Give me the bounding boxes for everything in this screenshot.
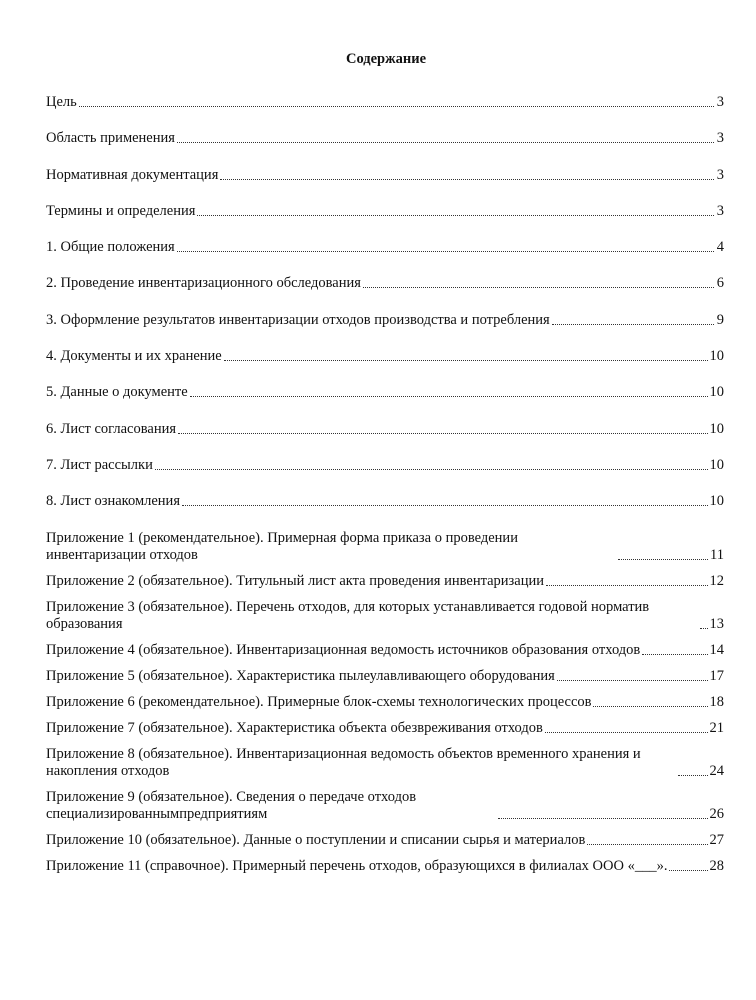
toc-entry-text: Область применения <box>46 130 175 147</box>
toc-entry[interactable] <box>46 599 724 633</box>
toc-dot-leader <box>552 324 714 325</box>
toc-dot-leader <box>546 585 708 586</box>
toc-page-number: 28 <box>709 857 724 874</box>
toc-dot-leader <box>197 215 714 216</box>
toc-entry[interactable] <box>46 421 724 438</box>
toc-entry-text: Нормативная документация <box>46 166 219 183</box>
toc-entry[interactable] <box>46 720 724 737</box>
toc-entry-text: Приложение 10 (обязательное). Данные о поступлении и списании сырья и материалов <box>46 831 586 848</box>
toc-entry-text: Приложение 6 (рекомендательное). Примерные блок-схемы технологических процессов <box>46 693 592 710</box>
toc-dot-leader <box>498 818 708 819</box>
toc-page-number: 9 <box>716 311 724 328</box>
toc-dot-leader <box>177 142 714 143</box>
toc-entry[interactable] <box>46 789 724 823</box>
toc-page-number: 10 <box>709 348 724 365</box>
toc-entry[interactable] <box>46 348 724 365</box>
toc-page-number: 10 <box>709 384 724 401</box>
toc-page-number: 3 <box>716 94 724 110</box>
toc-page-number: 3 <box>716 130 724 147</box>
toc-page-number: 18 <box>709 693 724 710</box>
toc-entry[interactable] <box>46 493 724 510</box>
toc-entry-text: Приложение 3 (обязательное). Перечень отходов, для которых устанавливается годовой норматив образования <box>46 598 650 632</box>
toc-entry[interactable] <box>46 384 724 401</box>
toc-entry-text: 4. Документы и их хранение <box>46 348 222 365</box>
toc-dot-leader <box>678 775 708 776</box>
toc-entry[interactable] <box>46 642 724 659</box>
toc-entry-text: Приложение 5 (обязательное). Характеристика пылеулавливающего оборудования <box>46 667 555 684</box>
toc-dot-leader <box>557 680 708 681</box>
toc-entry-text: 1. Общие положения <box>46 239 175 256</box>
toc-entry-text: Приложение 1 (рекомендательное). Примерная форма приказа о проведении инвентаризации отходов <box>46 529 518 563</box>
toc-entry[interactable] <box>46 858 724 875</box>
toc-page-number: 6 <box>716 275 724 292</box>
toc-entry-text: 5. Данные о документе <box>46 384 188 401</box>
toc-entry-text: 8. Лист ознакомления <box>46 493 180 510</box>
toc-entry-text: 6. Лист согласования <box>46 420 177 437</box>
toc-dot-leader <box>224 360 708 361</box>
toc-entry[interactable] <box>46 530 724 564</box>
toc-dot-leader <box>593 706 707 707</box>
toc-entry[interactable] <box>46 167 724 184</box>
toc-entry[interactable] <box>46 130 724 147</box>
toc-dot-leader <box>155 469 708 470</box>
toc-page-number: 10 <box>709 456 724 473</box>
toc-page-number: 14 <box>709 641 724 658</box>
toc-dot-leader <box>220 179 714 180</box>
toc-entry-text: Приложение 7 (обязательное). Характеристика объекта обезвреживания отходов <box>46 719 543 736</box>
toc-page-number: 4 <box>716 239 724 256</box>
toc-dot-leader <box>700 628 708 629</box>
toc-entry[interactable] <box>46 573 724 590</box>
toc-page-number: 11 <box>710 546 724 563</box>
toc-entry-text: 3. Оформление результатов инвентаризации отходов производства и потребления <box>46 311 550 328</box>
toc-entry[interactable] <box>46 668 724 685</box>
toc-page-number: 21 <box>709 719 724 736</box>
toc-entry[interactable] <box>46 275 724 292</box>
toc-dot-leader <box>177 251 714 252</box>
table-of-contents <box>46 94 724 884</box>
toc-dot-leader <box>363 287 714 288</box>
toc-dot-leader <box>669 870 707 871</box>
toc-page-number: 10 <box>709 493 724 510</box>
toc-entry-text: 2. Проведение инвентаризационного обследования <box>46 275 361 292</box>
toc-entry-text: Приложение 8 (обязательное). Инвентаризационная ведомость объектов временного хранения и накопления отходов <box>46 745 641 779</box>
toc-entry[interactable] <box>46 94 724 111</box>
toc-dot-leader <box>190 396 708 397</box>
toc-page-number: 3 <box>716 166 724 183</box>
toc-entry-text: Приложение 9 (обязательное). Сведения о передаче отходов специализированнымпредприятиям <box>46 788 417 822</box>
toc-dot-leader <box>587 844 707 845</box>
toc-dot-leader <box>545 732 708 733</box>
toc-entry[interactable] <box>46 694 724 711</box>
toc-page-number: 27 <box>709 831 724 848</box>
toc-entry-text: Термины и определения <box>46 202 196 219</box>
toc-dot-leader <box>79 106 714 107</box>
toc-page-number: 10 <box>709 420 724 437</box>
toc-entry-text: Приложение 11 (справочное). Примерный перечень отходов, образующихся в филиалах ООО «___». <box>46 857 668 874</box>
toc-entry-text: Приложение 4 (обязательное). Инвентаризационная ведомость источников образования отходов <box>46 641 641 658</box>
toc-entry-text: 7. Лист рассылки <box>46 456 153 473</box>
toc-dot-leader <box>182 505 708 506</box>
toc-entry[interactable] <box>46 457 724 474</box>
toc-page-number: 24 <box>709 762 724 779</box>
toc-page-number: 3 <box>716 202 724 219</box>
toc-entry[interactable] <box>46 239 724 256</box>
toc-entry[interactable] <box>46 746 724 780</box>
toc-page-number: 13 <box>709 615 724 632</box>
toc-entry[interactable] <box>46 832 724 849</box>
toc-page-number: 26 <box>709 805 724 822</box>
toc-page-number: 17 <box>709 667 724 684</box>
toc-entry[interactable] <box>46 203 724 220</box>
toc-page-number: 12 <box>709 572 724 589</box>
toc-dot-leader <box>178 433 707 434</box>
toc-entry-text: Приложение 2 (обязательное). Титульный лист акта проведения инвентаризации <box>46 572 544 589</box>
toc-title: Содержание <box>345 51 427 67</box>
toc-entry[interactable] <box>46 312 724 329</box>
toc-entry-text: Цель <box>46 94 77 110</box>
toc-dot-leader <box>642 654 707 655</box>
toc-dot-leader <box>618 559 708 560</box>
